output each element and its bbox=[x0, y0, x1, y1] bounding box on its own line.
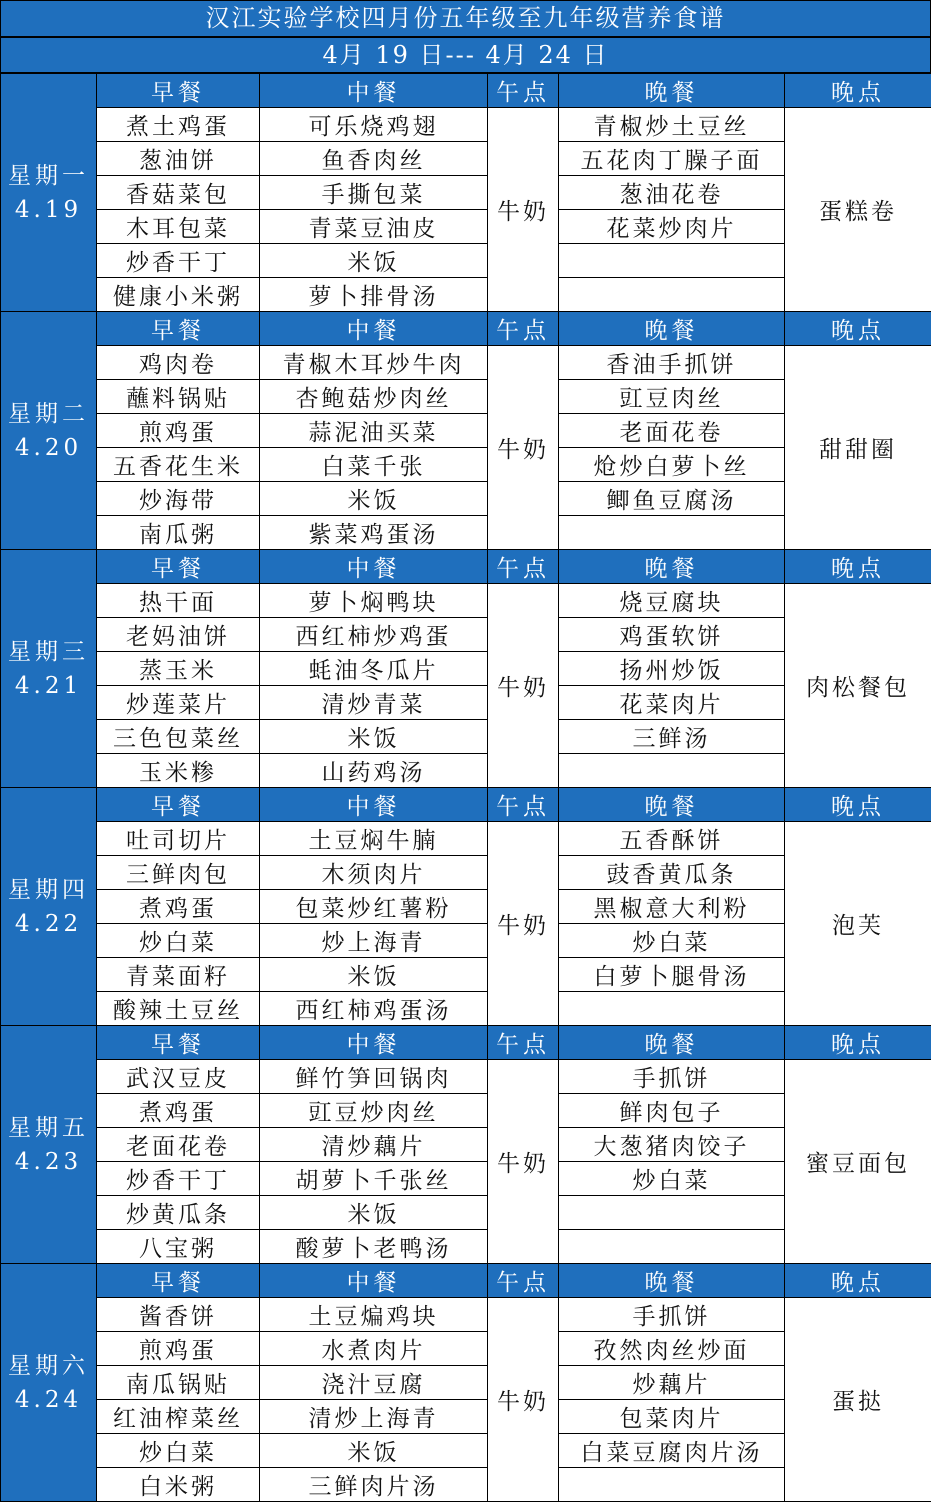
lunch-item: 清炒青菜 bbox=[260, 686, 488, 720]
lunch-item: 包菜炒红薯粉 bbox=[260, 890, 488, 924]
breakfast-header: 早餐 bbox=[97, 550, 260, 584]
breakfast-item: 蘸料锅贴 bbox=[97, 380, 260, 414]
lunch-item: 青菜豆油皮 bbox=[260, 210, 488, 244]
lunch-item: 米饭 bbox=[260, 958, 488, 992]
date-label: 4.19 bbox=[1, 193, 96, 227]
breakfast-header: 早餐 bbox=[97, 1026, 260, 1060]
dinner-item: 鲫鱼豆腐汤 bbox=[559, 482, 785, 516]
breakfast-item: 三色包菜丝 bbox=[97, 720, 260, 754]
day-label-cell bbox=[1, 788, 97, 1026]
evening-snack-item: 蜜豆面包 bbox=[785, 1060, 931, 1264]
breakfast-item: 吐司切片 bbox=[97, 822, 260, 856]
breakfast-item: 酱香饼 bbox=[97, 1298, 260, 1332]
dinner-item bbox=[559, 1196, 785, 1230]
breakfast-item: 炒莲菜片 bbox=[97, 686, 260, 720]
breakfast-item: 煮鸡蛋 bbox=[97, 1094, 260, 1128]
dinner-item: 豉香黄瓜条 bbox=[559, 856, 785, 890]
lunch-item: 萝卜排骨汤 bbox=[260, 278, 488, 312]
dinner-item: 青椒炒土豆丝 bbox=[559, 108, 785, 142]
lunch-item: 萝卜焖鸭块 bbox=[260, 584, 488, 618]
noon-snack-item: 牛奶 bbox=[488, 584, 559, 788]
breakfast-item: 酸辣土豆丝 bbox=[97, 992, 260, 1026]
day-label-cell bbox=[1, 1026, 97, 1264]
menu-row bbox=[1, 108, 931, 142]
dinner-item: 白萝卜腿骨汤 bbox=[559, 958, 785, 992]
dinner-item: 香油手抓饼 bbox=[559, 346, 785, 380]
dinner-item: 老面花卷 bbox=[559, 414, 785, 448]
breakfast-item: 三鲜肉包 bbox=[97, 856, 260, 890]
lunch-item: 三鲜肉片汤 bbox=[260, 1468, 488, 1502]
noon-snack-header: 午点 bbox=[488, 312, 559, 346]
day-header-row bbox=[1, 1264, 931, 1298]
date-label: 4.23 bbox=[1, 1145, 96, 1179]
dinner-item: 扬州炒饭 bbox=[559, 652, 785, 686]
evening-snack-header: 晚点 bbox=[785, 550, 931, 584]
dinner-item: 豇豆肉丝 bbox=[559, 380, 785, 414]
breakfast-header: 早餐 bbox=[97, 312, 260, 346]
menu-table-body bbox=[1, 74, 931, 1502]
lunch-item: 清炒上海青 bbox=[260, 1400, 488, 1434]
lunch-item: 米饭 bbox=[260, 720, 488, 754]
breakfast-item: 热干面 bbox=[97, 584, 260, 618]
evening-snack-item: 蛋挞 bbox=[785, 1298, 931, 1502]
breakfast-header: 早餐 bbox=[97, 74, 260, 108]
day-header-row bbox=[1, 788, 931, 822]
date-range: 4月 19 日--- 4月 24 日 bbox=[0, 37, 931, 73]
menu-row bbox=[1, 822, 931, 856]
lunch-item: 米饭 bbox=[260, 1196, 488, 1230]
breakfast-header: 早餐 bbox=[97, 788, 260, 822]
weekday-label: 星期四 bbox=[1, 873, 96, 907]
dinner-item: 五花肉丁臊子面 bbox=[559, 142, 785, 176]
breakfast-item: 青菜面籽 bbox=[97, 958, 260, 992]
dinner-item: 手抓饼 bbox=[559, 1298, 785, 1332]
dinner-item: 鸡蛋软饼 bbox=[559, 618, 785, 652]
dinner-item bbox=[559, 278, 785, 312]
noon-snack-item: 牛奶 bbox=[488, 822, 559, 1026]
breakfast-item: 红油榨菜丝 bbox=[97, 1400, 260, 1434]
lunch-item: 土豆煸鸡块 bbox=[260, 1298, 488, 1332]
dinner-item: 花菜炒肉片 bbox=[559, 210, 785, 244]
breakfast-item: 白米粥 bbox=[97, 1468, 260, 1502]
menu-title: 汉江实验学校四月份五年级至九年级营养食谱 bbox=[0, 0, 931, 37]
dinner-item: 炒白菜 bbox=[559, 924, 785, 958]
dinner-item: 三鲜汤 bbox=[559, 720, 785, 754]
day-header-row bbox=[1, 312, 931, 346]
dinner-item: 鲜肉包子 bbox=[559, 1094, 785, 1128]
evening-snack-header: 晚点 bbox=[785, 1264, 931, 1298]
dinner-item bbox=[559, 1230, 785, 1264]
noon-snack-header: 午点 bbox=[488, 788, 559, 822]
dinner-item: 烧豆腐块 bbox=[559, 584, 785, 618]
evening-snack-header: 晚点 bbox=[785, 788, 931, 822]
breakfast-item: 南瓜粥 bbox=[97, 516, 260, 550]
lunch-item: 西红柿炒鸡蛋 bbox=[260, 618, 488, 652]
lunch-header: 中餐 bbox=[260, 312, 488, 346]
dinner-header: 晚餐 bbox=[559, 312, 785, 346]
lunch-item: 炒上海青 bbox=[260, 924, 488, 958]
dinner-item: 手抓饼 bbox=[559, 1060, 785, 1094]
dinner-item: 葱油花卷 bbox=[559, 176, 785, 210]
breakfast-item: 香菇菜包 bbox=[97, 176, 260, 210]
dinner-header: 晚餐 bbox=[559, 788, 785, 822]
dinner-item: 炒藕片 bbox=[559, 1366, 785, 1400]
weekday-label: 星期六 bbox=[1, 1349, 96, 1383]
evening-snack-header: 晚点 bbox=[785, 1026, 931, 1060]
date-label: 4.20 bbox=[1, 431, 96, 465]
lunch-item: 可乐烧鸡翅 bbox=[260, 108, 488, 142]
day-header-row bbox=[1, 550, 931, 584]
dinner-item: 五香酥饼 bbox=[559, 822, 785, 856]
day-label-cell bbox=[1, 550, 97, 788]
lunch-item: 米饭 bbox=[260, 482, 488, 516]
weekday-label: 星期一 bbox=[1, 159, 96, 193]
lunch-item: 米饭 bbox=[260, 244, 488, 278]
lunch-item: 米饭 bbox=[260, 1434, 488, 1468]
dinner-header: 晚餐 bbox=[559, 1026, 785, 1060]
lunch-item: 青椒木耳炒牛肉 bbox=[260, 346, 488, 380]
dinner-header: 晚餐 bbox=[559, 1264, 785, 1298]
dinner-item: 包菜肉片 bbox=[559, 1400, 785, 1434]
date-label: 4.21 bbox=[1, 669, 96, 703]
noon-snack-header: 午点 bbox=[488, 550, 559, 584]
day-label-cell bbox=[1, 312, 97, 550]
weekday-label: 星期三 bbox=[1, 635, 96, 669]
breakfast-item: 武汉豆皮 bbox=[97, 1060, 260, 1094]
date-label: 4.22 bbox=[1, 907, 96, 941]
breakfast-item: 煎鸡蛋 bbox=[97, 414, 260, 448]
lunch-item: 手撕包菜 bbox=[260, 176, 488, 210]
lunch-item: 山药鸡汤 bbox=[260, 754, 488, 788]
evening-snack-header: 晚点 bbox=[785, 74, 931, 108]
lunch-header: 中餐 bbox=[260, 1264, 488, 1298]
noon-snack-header: 午点 bbox=[488, 74, 559, 108]
dinner-item bbox=[559, 1468, 785, 1502]
lunch-item: 豇豆炒肉丝 bbox=[260, 1094, 488, 1128]
day-header-row bbox=[1, 1026, 931, 1060]
breakfast-item: 炒香干丁 bbox=[97, 1162, 260, 1196]
day-label-cell bbox=[1, 74, 97, 312]
breakfast-item: 八宝粥 bbox=[97, 1230, 260, 1264]
lunch-header: 中餐 bbox=[260, 788, 488, 822]
noon-snack-item: 牛奶 bbox=[488, 346, 559, 550]
lunch-header: 中餐 bbox=[260, 550, 488, 584]
noon-snack-header: 午点 bbox=[488, 1264, 559, 1298]
dinner-item: 白菜豆腐肉片汤 bbox=[559, 1434, 785, 1468]
dinner-item: 花菜肉片 bbox=[559, 686, 785, 720]
breakfast-item: 葱油饼 bbox=[97, 142, 260, 176]
menu-table bbox=[0, 73, 931, 1502]
breakfast-item: 煎鸡蛋 bbox=[97, 1332, 260, 1366]
dinner-item: 炝炒白萝卜丝 bbox=[559, 448, 785, 482]
breakfast-item: 老妈油饼 bbox=[97, 618, 260, 652]
breakfast-item: 玉米糁 bbox=[97, 754, 260, 788]
breakfast-item: 木耳包菜 bbox=[97, 210, 260, 244]
dinner-item bbox=[559, 992, 785, 1026]
noon-snack-item: 牛奶 bbox=[488, 1298, 559, 1502]
breakfast-item: 炒香干丁 bbox=[97, 244, 260, 278]
evening-snack-item: 蛋糕卷 bbox=[785, 108, 931, 312]
lunch-header: 中餐 bbox=[260, 74, 488, 108]
menu-row bbox=[1, 584, 931, 618]
menu-row bbox=[1, 346, 931, 380]
noon-snack-item: 牛奶 bbox=[488, 108, 559, 312]
breakfast-item: 炒黄瓜条 bbox=[97, 1196, 260, 1230]
menu-row bbox=[1, 1298, 931, 1332]
dinner-item: 大葱猪肉饺子 bbox=[559, 1128, 785, 1162]
lunch-item: 鱼香肉丝 bbox=[260, 142, 488, 176]
breakfast-item: 南瓜锅贴 bbox=[97, 1366, 260, 1400]
breakfast-item: 老面花卷 bbox=[97, 1128, 260, 1162]
lunch-item: 土豆焖牛腩 bbox=[260, 822, 488, 856]
evening-snack-item: 泡芙 bbox=[785, 822, 931, 1026]
lunch-item: 胡萝卜千张丝 bbox=[260, 1162, 488, 1196]
noon-snack-item: 牛奶 bbox=[488, 1060, 559, 1264]
dinner-item bbox=[559, 516, 785, 550]
breakfast-item: 炒白菜 bbox=[97, 924, 260, 958]
dinner-header: 晚餐 bbox=[559, 74, 785, 108]
lunch-item: 蒜泥油买菜 bbox=[260, 414, 488, 448]
lunch-item: 白菜千张 bbox=[260, 448, 488, 482]
breakfast-item: 煮土鸡蛋 bbox=[97, 108, 260, 142]
breakfast-item: 鸡肉卷 bbox=[97, 346, 260, 380]
breakfast-item: 煮鸡蛋 bbox=[97, 890, 260, 924]
lunch-item: 浇汁豆腐 bbox=[260, 1366, 488, 1400]
dinner-item: 黑椒意大利粉 bbox=[559, 890, 785, 924]
dinner-item bbox=[559, 244, 785, 278]
evening-snack-item: 肉松餐包 bbox=[785, 584, 931, 788]
lunch-item: 杏鲍菇炒肉丝 bbox=[260, 380, 488, 414]
lunch-item: 蚝油冬瓜片 bbox=[260, 652, 488, 686]
lunch-item: 水煮肉片 bbox=[260, 1332, 488, 1366]
lunch-item: 木须肉片 bbox=[260, 856, 488, 890]
date-label: 4.24 bbox=[1, 1383, 96, 1417]
lunch-header: 中餐 bbox=[260, 1026, 488, 1060]
menu-row bbox=[1, 1060, 931, 1094]
day-header-row bbox=[1, 74, 931, 108]
noon-snack-header: 午点 bbox=[488, 1026, 559, 1060]
breakfast-item: 炒白菜 bbox=[97, 1434, 260, 1468]
day-label-cell bbox=[1, 1264, 97, 1502]
breakfast-item: 蒸玉米 bbox=[97, 652, 260, 686]
dinner-item: 炒白菜 bbox=[559, 1162, 785, 1196]
lunch-item: 西红柿鸡蛋汤 bbox=[260, 992, 488, 1026]
breakfast-item: 五香花生米 bbox=[97, 448, 260, 482]
lunch-item: 酸萝卜老鸭汤 bbox=[260, 1230, 488, 1264]
breakfast-item: 健康小米粥 bbox=[97, 278, 260, 312]
lunch-item: 清炒藕片 bbox=[260, 1128, 488, 1162]
weekday-label: 星期二 bbox=[1, 397, 96, 431]
dinner-item: 孜然肉丝炒面 bbox=[559, 1332, 785, 1366]
weekday-label: 星期五 bbox=[1, 1111, 96, 1145]
dinner-item bbox=[559, 754, 785, 788]
dinner-header: 晚餐 bbox=[559, 550, 785, 584]
evening-snack-item: 甜甜圈 bbox=[785, 346, 931, 550]
lunch-item: 鲜竹笋回锅肉 bbox=[260, 1060, 488, 1094]
evening-snack-header: 晚点 bbox=[785, 312, 931, 346]
breakfast-item: 炒海带 bbox=[97, 482, 260, 516]
lunch-item: 紫菜鸡蛋汤 bbox=[260, 516, 488, 550]
breakfast-header: 早餐 bbox=[97, 1264, 260, 1298]
